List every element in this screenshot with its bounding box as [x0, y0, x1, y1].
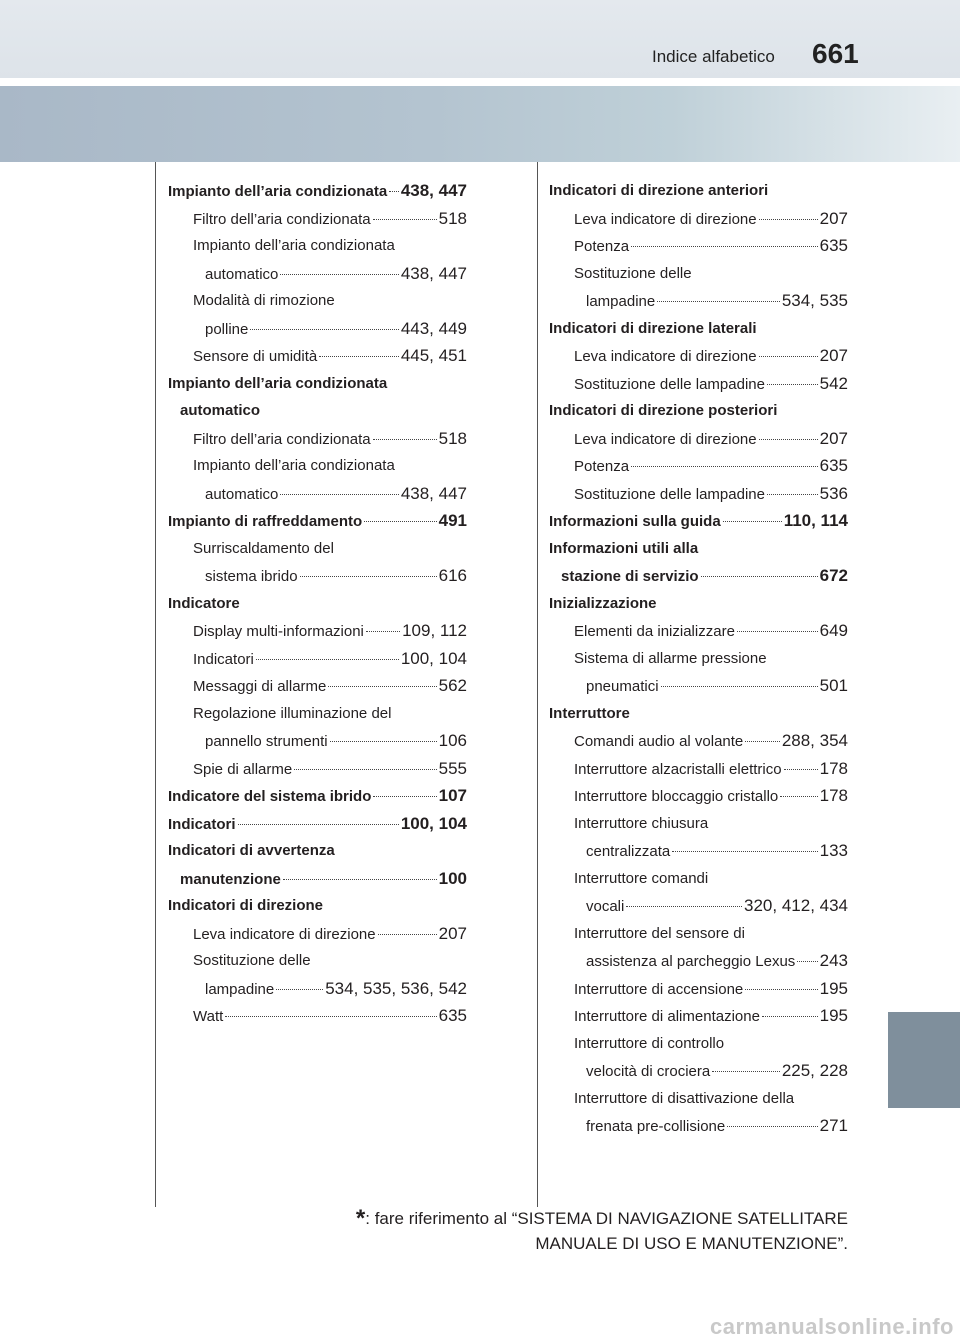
dot-leader — [759, 218, 818, 220]
index-entry-text: Surriscaldamento del — [193, 539, 334, 557]
index-entry-text: Inizializzazione — [549, 594, 657, 612]
index-entry — [549, 535, 848, 563]
index-entry-text: Indicatori di direzione laterali — [549, 319, 757, 337]
page-number: 661 — [812, 38, 859, 69]
dot-leader — [767, 493, 818, 495]
index-entry-page: 288, 354 — [781, 731, 848, 750]
dot-leader — [256, 658, 399, 660]
index-entry — [549, 975, 848, 1003]
index-entry — [549, 782, 848, 810]
index-entry — [549, 1085, 848, 1113]
index-entry-text: Interruttore chiusura — [574, 814, 709, 832]
index-entry-text: lampadine — [205, 980, 275, 998]
dot-leader — [631, 465, 818, 467]
index-entry-page: 443, 449 — [400, 318, 467, 338]
dot-leader — [745, 988, 817, 990]
index-entry-text: Comandi audio al volante — [574, 733, 744, 750]
index-entry — [549, 1057, 848, 1085]
index-entry — [549, 892, 848, 920]
index-column-right — [549, 177, 848, 1140]
footnote-asterisk: * — [355, 1205, 366, 1232]
index-entry — [549, 177, 848, 205]
index-entry-page: 207 — [819, 208, 848, 228]
index-entry-text: automatico — [205, 485, 279, 503]
index-entry — [168, 425, 467, 453]
index-entry-text: Impianto di raffreddamento — [168, 513, 363, 530]
index-entry — [168, 260, 467, 288]
index-entry-text: sistema ibrido — [205, 568, 298, 585]
index-entry-page: 320, 412, 434 — [744, 896, 848, 915]
index-entry-text: Interruttore del sensore di — [574, 924, 745, 942]
index-entry-text: Filtro dell’aria condizionata — [193, 430, 371, 448]
dot-leader — [657, 300, 780, 302]
index-entry-text: automatico — [205, 265, 279, 283]
dot-leader — [797, 960, 817, 962]
dot-leader — [300, 575, 437, 577]
index-entry-page: 534, 535, 536, 542 — [325, 978, 467, 998]
index-entry-text: Interruttore di disattivazione della — [574, 1089, 795, 1107]
index-entry-page: 178 — [819, 786, 848, 805]
dot-leader — [373, 795, 436, 797]
index-entry — [168, 480, 467, 508]
thumb-index-tab — [888, 1012, 960, 1108]
dot-leader — [737, 630, 818, 632]
footnote — [356, 1206, 848, 1256]
index-entry — [168, 177, 467, 205]
index-entry-page: 536 — [819, 483, 848, 503]
index-entry-page: 491 — [438, 511, 467, 530]
index-entry-page: 100 — [438, 868, 467, 888]
index-entry — [549, 837, 848, 865]
index-entry-text: Leva indicatore di direzione — [193, 925, 376, 943]
index-entry-page: 100, 104 — [400, 648, 467, 668]
dot-leader — [283, 878, 437, 880]
dot-leader — [276, 988, 323, 990]
index-entry-text: Indicatori — [193, 650, 254, 668]
index-entry-text: Sostituzione delle lampadine — [574, 485, 765, 503]
dot-leader — [712, 1070, 780, 1072]
index-entry-text: Indicatori di direzione posteriori — [549, 402, 778, 419]
index-entry — [168, 700, 467, 728]
index-entry — [549, 232, 848, 260]
index-entry — [168, 452, 467, 480]
index-entry-page: 635 — [819, 236, 848, 255]
index-entry-page: 225, 228 — [781, 1061, 848, 1080]
index-entry-page: 518 — [438, 428, 467, 448]
dot-leader — [784, 768, 818, 770]
index-entry-page: 271 — [819, 1116, 848, 1135]
index-entry-text: polline — [205, 320, 249, 338]
index-entry-text: Sostituzione delle — [193, 952, 311, 969]
index-entry-text: Interruttore di alimentazione — [574, 1008, 760, 1025]
dot-leader — [759, 355, 818, 357]
index-entry-text: Indicatore del sistema ibrido — [168, 788, 372, 805]
index-entry — [168, 397, 467, 425]
index-entry — [549, 617, 848, 645]
index-entry-text: Impianto dell’aria condizionata — [168, 374, 388, 392]
index-entry-text: Elementi da inizializzare — [574, 623, 735, 640]
index-entry-text: Spie di allarme — [193, 760, 293, 778]
dot-leader — [759, 438, 818, 440]
index-entry-page: 649 — [819, 621, 848, 640]
dot-leader — [366, 630, 400, 632]
index-entry-text: Indicatori di direzione anteriori — [549, 182, 769, 199]
dot-leader — [631, 245, 818, 247]
dot-leader — [373, 218, 437, 220]
index-entry-page: 109, 112 — [402, 621, 467, 640]
dot-leader — [319, 355, 399, 357]
index-entry — [549, 452, 848, 480]
index-entry-text: Watt — [193, 1008, 224, 1025]
dot-leader — [238, 823, 399, 825]
index-entry-page: 672 — [819, 566, 848, 585]
index-entry-text: Informazioni utili alla — [549, 539, 699, 557]
index-entry — [168, 535, 467, 563]
index-entry-text: Interruttore comandi — [574, 869, 709, 887]
index-entry-text: assistenza al parcheggio Lexus — [586, 953, 796, 970]
index-entry — [168, 837, 467, 865]
dot-leader — [373, 438, 437, 440]
index-entry — [549, 755, 848, 783]
index-entry-page: 438, 447 — [400, 263, 467, 283]
dot-leader — [280, 493, 398, 495]
index-entry — [168, 920, 467, 948]
index-entry — [168, 645, 467, 673]
index-entry — [549, 260, 848, 288]
index-entry — [168, 755, 467, 783]
index-entry-text: centralizzata — [586, 843, 671, 860]
index-entry-page: 100, 104 — [400, 813, 467, 833]
index-entry-page: 195 — [819, 978, 848, 998]
index-entry — [168, 865, 467, 893]
index-entry-text: vocali — [586, 898, 625, 915]
index-entry-text: Interruttore — [549, 704, 630, 722]
index-entry — [549, 1112, 848, 1140]
dot-leader — [727, 1125, 817, 1127]
left-column-rule — [155, 162, 156, 1207]
index-column-left — [168, 177, 467, 1030]
dot-leader — [364, 520, 436, 522]
watermark: carmanualsonline.info — [710, 1314, 954, 1339]
index-entry-page: 243 — [819, 951, 848, 970]
index-entry — [168, 590, 467, 618]
index-entry-text: Potenza — [574, 458, 630, 475]
index-entry-text: manutenzione — [180, 870, 281, 888]
index-entry — [549, 342, 848, 370]
dot-leader — [780, 795, 817, 797]
index-entry — [168, 617, 467, 645]
index-entry-page: 107 — [438, 786, 467, 805]
index-entry-text: pannello strumenti — [205, 733, 328, 750]
index-entry-text: Interruttore alzacristalli elettrico — [574, 760, 782, 778]
index-entry-page: 133 — [819, 841, 848, 860]
index-entry — [549, 590, 848, 618]
index-entry — [168, 892, 467, 920]
index-entry-page: 195 — [819, 1006, 848, 1025]
dot-leader — [250, 328, 398, 330]
dot-leader — [330, 740, 437, 742]
index-entry-page: 110, 114 — [783, 511, 848, 530]
dot-leader — [745, 740, 780, 742]
index-entry-text: Sostituzione delle lampadine — [574, 375, 765, 393]
index-entry — [549, 1030, 848, 1058]
index-entry — [168, 782, 467, 810]
dot-leader — [626, 905, 742, 907]
index-entry-text: frenata pre-collisione — [586, 1118, 726, 1135]
index-entry — [549, 920, 848, 948]
index-entry-page: 207 — [438, 923, 467, 943]
index-entry-page: 518 — [438, 208, 467, 228]
index-entry-page: 616 — [438, 566, 467, 585]
index-entry — [549, 810, 848, 838]
index-entry — [549, 1002, 848, 1030]
center-column-rule — [537, 162, 538, 1207]
index-entry — [168, 810, 467, 838]
index-entry-text: Impianto dell’aria condizionata — [193, 457, 395, 474]
index-entry-text: Regolazione illuminazione del — [193, 704, 392, 722]
index-entry — [549, 645, 848, 673]
dot-leader — [701, 575, 818, 577]
dot-leader — [294, 768, 436, 770]
dot-leader — [661, 685, 818, 687]
index-entry-page: 106 — [438, 731, 467, 750]
index-entry-page: 207 — [819, 428, 848, 448]
index-entry — [549, 425, 848, 453]
index-entry — [168, 672, 467, 700]
dot-leader — [762, 1015, 818, 1017]
index-entry-text: Potenza — [574, 238, 630, 255]
index-entry — [549, 700, 848, 728]
index-entry-text: pneumatici — [586, 678, 659, 695]
index-entry — [549, 672, 848, 700]
index-entry-text: automatico — [180, 402, 261, 419]
index-entry-text: Display multi-informazioni — [193, 623, 364, 640]
index-entry — [168, 562, 467, 590]
index-entry — [549, 507, 848, 535]
page-title: Indice alfabetico — [652, 47, 775, 66]
header-band — [0, 86, 960, 162]
index-entry-page: 534, 535 — [781, 291, 848, 310]
index-entry — [168, 507, 467, 535]
index-entry — [168, 727, 467, 755]
index-entry — [549, 727, 848, 755]
footnote-line-2: MANUALE DI USO E MANUTENZIONE”. — [535, 1234, 848, 1253]
dot-leader — [389, 190, 399, 192]
index-entry — [549, 947, 848, 975]
index-entry-text: Leva indicatore di direzione — [574, 210, 757, 228]
footnote-line-1: : fare riferimento al “SISTEMA DI NAVIGAZIONE SATELLITARE — [365, 1209, 848, 1228]
index-entry — [549, 865, 848, 893]
index-entry-page: 562 — [438, 676, 467, 695]
index-entry-page: 207 — [819, 346, 848, 365]
index-entry-text: Sistema di allarme pressione — [574, 649, 767, 667]
dot-leader — [767, 383, 818, 385]
dot-leader — [225, 1015, 436, 1017]
index-entry-text: Indicatori — [168, 815, 236, 833]
index-entry-text: Modalità di rimozione — [193, 292, 335, 309]
index-entry — [549, 397, 848, 425]
index-entry — [168, 975, 467, 1003]
index-entry-page: 445, 451 — [400, 346, 467, 365]
index-entry-text: lampadine — [586, 293, 656, 310]
dot-leader — [723, 520, 782, 522]
index-entry-page: 635 — [438, 1006, 467, 1025]
index-entry-text: Impianto dell’aria condizionata — [193, 237, 395, 254]
index-entry-page: 501 — [819, 676, 848, 695]
index-entry-text: Sostituzione delle — [574, 264, 692, 282]
index-entry — [549, 562, 848, 590]
index-entry-page: 178 — [819, 758, 848, 778]
index-entry — [168, 287, 467, 315]
index-entry-text: Messaggi di allarme — [193, 678, 327, 695]
index-entry — [168, 342, 467, 370]
index-entry-text: Indicatori di direzione — [168, 897, 324, 914]
dot-leader — [328, 685, 436, 687]
index-entry-text: Sensore di umidità — [193, 348, 318, 365]
index-entry-text: Interruttore di accensione — [574, 980, 744, 998]
index-entry-text: Impianto dell’aria condizionata — [168, 183, 388, 200]
index-entry-page: 542 — [819, 373, 848, 393]
index-entry — [168, 315, 467, 343]
index-entry-page: 555 — [438, 758, 467, 778]
index-entry — [168, 947, 467, 975]
index-entry-text: velocità di crociera — [586, 1063, 711, 1080]
dot-leader — [280, 273, 398, 275]
index-entry-page: 635 — [819, 456, 848, 475]
index-entry-text: stazione di servizio — [561, 568, 699, 585]
index-entry-text: Interruttore di controllo — [574, 1034, 725, 1052]
dot-leader — [672, 850, 817, 852]
index-entry-text: Indicatori di avvertenza — [168, 842, 335, 859]
index-entry — [168, 205, 467, 233]
index-entry — [549, 205, 848, 233]
index-entry — [168, 1002, 467, 1030]
index-entry-text: Indicatore — [168, 594, 240, 612]
index-entry-text: Interruttore bloccaggio cristallo — [574, 788, 779, 805]
index-entry-text: Filtro dell’aria condizionata — [193, 210, 371, 228]
index-entry — [168, 232, 467, 260]
index-entry — [549, 480, 848, 508]
index-entry — [549, 315, 848, 343]
index-entry — [168, 370, 467, 398]
dot-leader — [378, 933, 437, 935]
index-entry-text: Leva indicatore di direzione — [574, 348, 757, 365]
index-entry-text: Informazioni sulla guida — [549, 513, 721, 530]
index-entry — [549, 287, 848, 315]
index-entry-page: 438, 447 — [400, 483, 467, 503]
index-entry-page: 438, 447 — [400, 181, 467, 200]
index-entry — [549, 370, 848, 398]
index-entry-text: Leva indicatore di direzione — [574, 430, 757, 448]
